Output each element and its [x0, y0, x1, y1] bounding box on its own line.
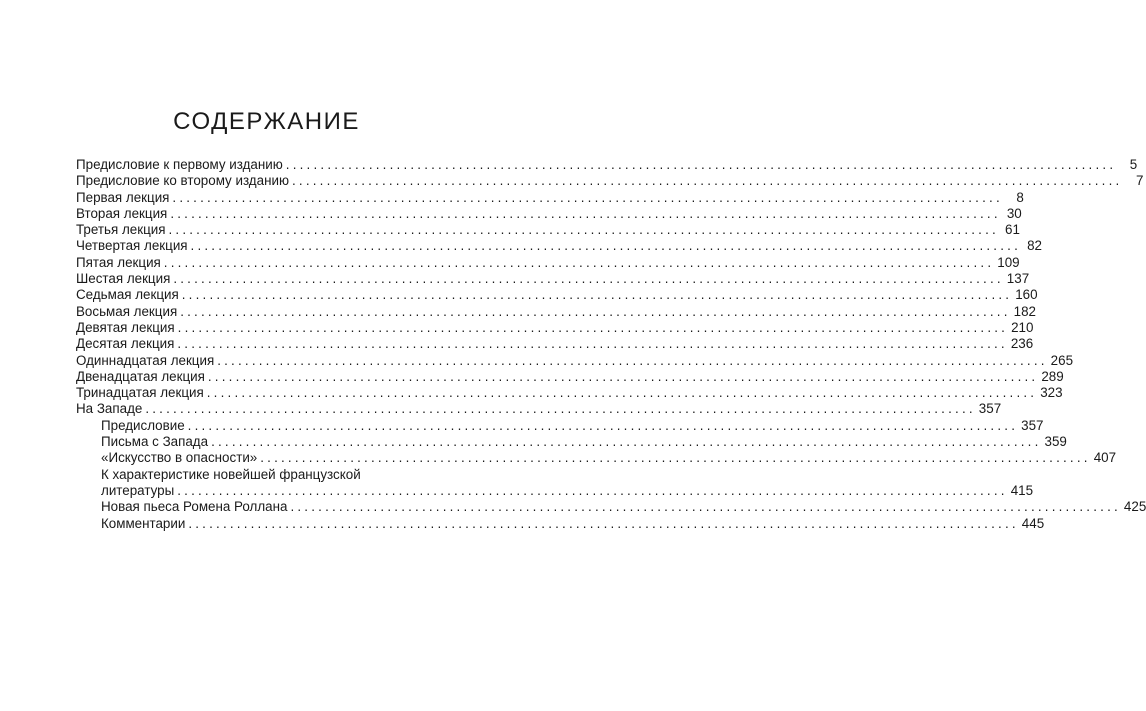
toc-subentry-label: Комментарии [101, 515, 186, 531]
toc-subentry-label: Письма с Запада [101, 434, 209, 450]
dot-leader: ........................................................................................................................ [177, 319, 1009, 335]
dot-leader: ........................................................................................................................ [168, 222, 999, 238]
toc-entry-label: Восьмая лекция [76, 303, 178, 319]
toc-entry[interactable] [76, 352, 1074, 369]
toc-subentry-label: «Искусство в опасности» [101, 450, 258, 466]
toc-entry[interactable] [76, 173, 1144, 189]
toc-entry[interactable] [76, 368, 1064, 385]
dot-leader: ........................................................................................................................ [206, 385, 1038, 401]
toc-entry-label: Десятая лекция [76, 336, 175, 352]
page-title: СОДЕРЖАНИЕ [173, 108, 360, 135]
dot-leader: ........................................................................................................................ [177, 336, 1008, 352]
dot-leader: ........................................................................................................................ [172, 189, 1003, 205]
dot-leader: ........................................................................................................................ [187, 417, 1019, 433]
toc-entry-label: Тринадцатая лекция [76, 385, 204, 401]
dot-leader: ........................................................................................................................ [211, 434, 1042, 450]
toc-subentry-page: 407 [1093, 450, 1117, 466]
toc-subentry[interactable] [76, 417, 1044, 434]
toc-entry-page: 236 [1010, 336, 1034, 352]
toc-entry-page: 137 [1006, 271, 1030, 287]
toc-entry-label: Девятая лекция [76, 319, 175, 335]
dot-leader: ........................................................................................................................ [290, 499, 1121, 515]
toc-subentry-label: литературы [101, 482, 175, 498]
toc-entry-label: Пятая лекция [76, 254, 161, 270]
toc-entry[interactable] [76, 271, 1030, 287]
toc-entry-label: Одиннадцатая лекция [76, 352, 215, 368]
dot-leader: ........................................................................................................................ [170, 205, 1001, 221]
toc-subentry-page: 357 [1021, 417, 1044, 433]
toc-subentry-label-line1: К характеристике новейшей французской [101, 466, 361, 482]
dot-leader: ........................................................................................................................ [190, 238, 1021, 254]
dot-leader: ........................................................................................................................ [217, 352, 1048, 368]
toc-subentry-page: 425 [1123, 499, 1146, 515]
toc-entry-page: 109 [997, 254, 1020, 270]
toc-entry[interactable] [76, 254, 1020, 271]
toc-subentry-page: 445 [1021, 515, 1045, 531]
toc-subentry[interactable] [76, 515, 1045, 532]
toc-entry-label: Предисловие ко второму изданию [76, 173, 289, 189]
toc-entry-label: Предисловие к первому изданию [76, 157, 283, 172]
toc-subentry-page: 359 [1044, 434, 1067, 450]
toc-entry[interactable] [76, 287, 1038, 303]
toc-entry[interactable] [76, 385, 1063, 401]
toc-entry[interactable] [76, 238, 1042, 254]
toc-entry[interactable] [76, 336, 1034, 352]
dot-leader: ........................................................................................................................ [177, 482, 1008, 498]
toc-entry-label: Двенадцатая лекция [76, 368, 205, 384]
dot-leader: ........................................................................................................................ [260, 450, 1091, 466]
dot-leader: ........................................................................................................................ [180, 303, 1011, 319]
toc-subentry [101, 482, 1034, 499]
toc-entry-page: 61 [1005, 222, 1020, 238]
toc-entry-page: 182 [1013, 303, 1036, 319]
table-of-contents [76, 157, 1146, 532]
toc-subentry-label: Новая пьеса Ромена Роллана [101, 499, 288, 515]
toc-subentry[interactable] [76, 499, 1146, 515]
toc-entry-page: 30 [1006, 205, 1022, 221]
toc-entry[interactable] [76, 319, 1034, 336]
toc-entry[interactable] [76, 189, 1024, 206]
toc-entry-page: 160 [1015, 287, 1038, 303]
dot-leader: ........................................................................................................................ [163, 254, 995, 270]
toc-entry-page: 5 [1129, 157, 1138, 172]
toc-entry[interactable] [76, 401, 1002, 417]
toc-entry-label: Четвертая лекция [76, 238, 188, 254]
toc-entry-page: 265 [1050, 352, 1074, 368]
dot-leader: ........................................................................................................................ [173, 271, 1004, 287]
toc-entry[interactable] [76, 222, 1020, 238]
toc-entry-label: Шестая лекция [76, 271, 171, 287]
toc-subentry[interactable] [76, 434, 1067, 450]
dot-leader: ........................................................................................................................ [188, 515, 1019, 531]
toc-entry-page: 7 [1135, 173, 1144, 189]
toc-subentry-multiline[interactable] [76, 466, 1034, 500]
toc-entry-page: 82 [1027, 238, 1042, 254]
toc-subentry-label: Предисловие [101, 417, 185, 433]
dot-leader: ........................................................................................................................ [291, 173, 1123, 189]
dot-leader: ........................................................................................................................ [285, 157, 1117, 172]
toc-entry-page: 289 [1041, 368, 1064, 384]
toc-entry-label: Вторая лекция [76, 205, 168, 221]
toc-entry-page: 357 [978, 401, 1002, 417]
dot-leader: ........................................................................................................................ [207, 368, 1039, 384]
toc-entry-label: На Западе [76, 401, 143, 417]
toc-entry[interactable] [76, 157, 1138, 173]
toc-entry-label: Седьмая лекция [76, 287, 179, 303]
toc-entry-label: Третья лекция [76, 222, 166, 238]
toc-entry-page: 8 [1016, 189, 1024, 205]
toc-entry[interactable] [76, 303, 1036, 320]
toc-entry-page: 210 [1011, 319, 1034, 335]
toc-subentry-page: 415 [1010, 482, 1034, 498]
dot-leader: ........................................................................................................................ [181, 287, 1013, 303]
toc-entry-page: 323 [1040, 385, 1063, 401]
toc-entry-label: Первая лекция [76, 189, 170, 205]
toc-entry[interactable] [76, 205, 1022, 222]
dot-leader: ........................................................................................................................ [145, 401, 976, 417]
toc-subentry[interactable] [76, 450, 1117, 466]
